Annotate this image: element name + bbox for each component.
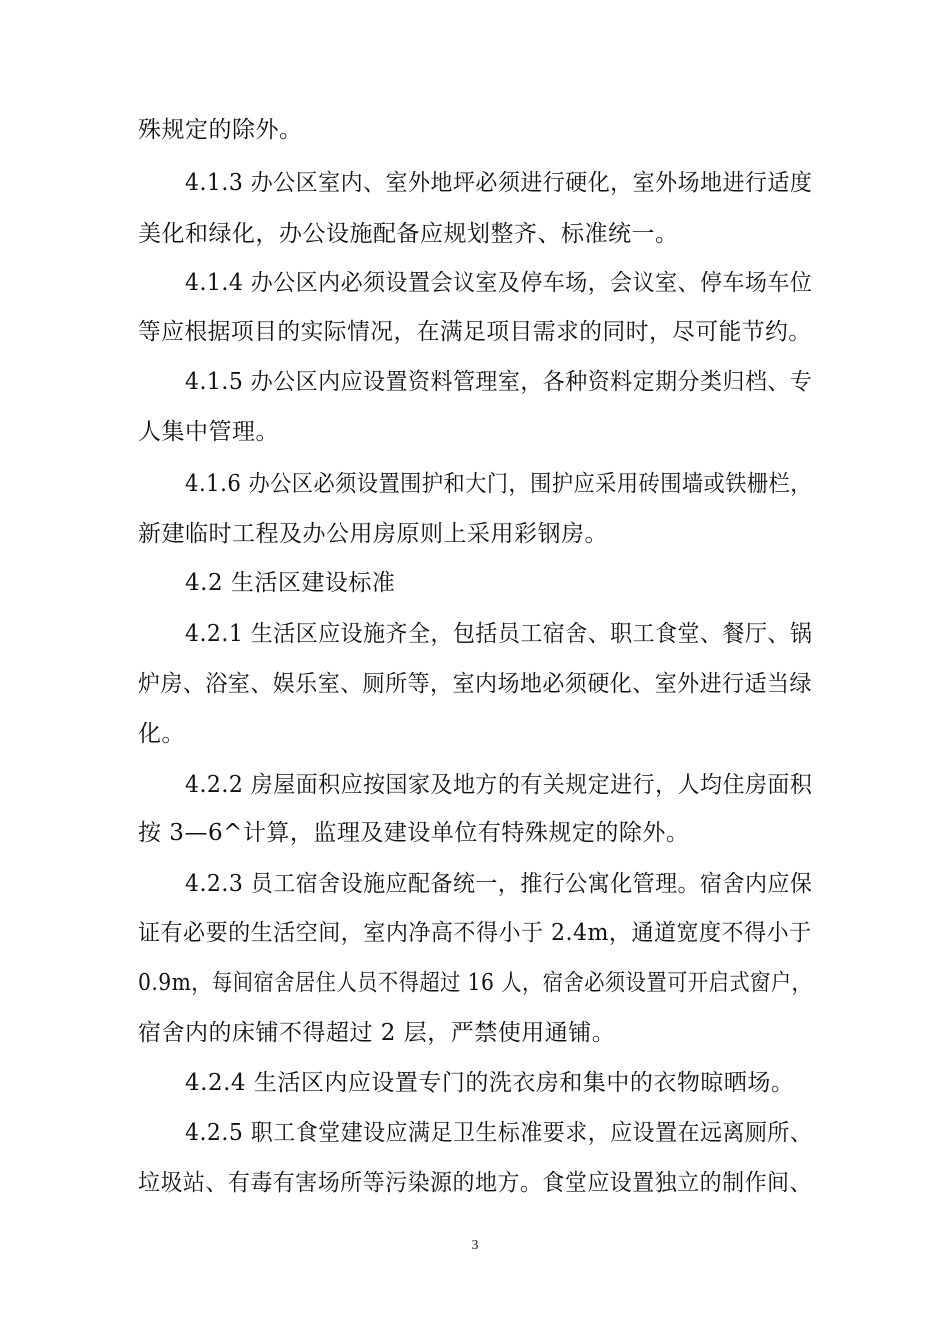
text-line: 4.2.1 生活区应设施齐全，包括员工宿舍、职工食堂、餐厅、锅 (185, 621, 813, 647)
text-line: 炉房、浴室、娱乐室、厕所等，室内场地必须硬化、室外进行适当绿 (138, 671, 812, 697)
text-line: 按 3—6^计算，监理及建设单位有特殊规定的除外。 (138, 820, 690, 846)
text-line: 4.2.4 生活区内应设置专门的洗衣房和集中的衣物晾晒场。 (185, 1070, 795, 1096)
page-number: 3 (471, 1238, 479, 1253)
text-line: 4.1.3 办公区室内、室外地坪必须进行硬化，室外场地进行适度 (185, 170, 813, 196)
text-line: 0.9m，每间宿舍居住人员不得超过 16 人，宿舍必须设置可开启式窗户， (138, 970, 813, 996)
text-line: 人集中管理。 (138, 419, 279, 445)
text-line: 新建临时工程及办公用房原则上采用彩钢房。 (138, 521, 608, 547)
text-line: 等应根据项目的实际情况，在满足项目需求的同时，尽可能节约。 (138, 319, 812, 345)
text-line: 殊规定的除外。 (138, 117, 303, 143)
text-line: 化。 (138, 721, 185, 747)
section-heading: 4.2 生活区建设标准 (185, 570, 396, 596)
text-line: 垃圾站、有毒有害场所等污染源的地方。食堂应设置独立的制作间、 (138, 1170, 812, 1196)
text-line: 4.2.2 房屋面积应按国家及地方的有关规定进行，人均住房面积 (185, 772, 813, 798)
text-line: 4.1.6 办公区必须设置围护和大门，围护应采用砖围墙或铁栅栏， (185, 471, 812, 497)
text-line: 4.2.5 职工食堂建设应满足卫生标准要求，应设置在远离厕所、 (185, 1120, 813, 1146)
text-line: 宿舍内的床铺不得超过 2 层，严禁使用通铺。 (138, 1020, 616, 1046)
text-line: 4.2.3 员工宿舍设施应配备统一，推行公寓化管理。宿舍内应保 (185, 871, 813, 897)
text-line: 4.1.4 办公区内必须设置会议室及停车场，会议室、停车场车位 (185, 270, 813, 296)
text-line: 证有必要的生活空间，室内净高不得小于 2.4m，通道宽度不得小于 (138, 920, 812, 946)
text-line: 美化和绿化，办公设施配备应规划整齐、标准统一。 (138, 221, 679, 247)
text-line: 4.1.5 办公区内应设置资料管理室，各种资料定期分类归档、专 (185, 369, 813, 395)
